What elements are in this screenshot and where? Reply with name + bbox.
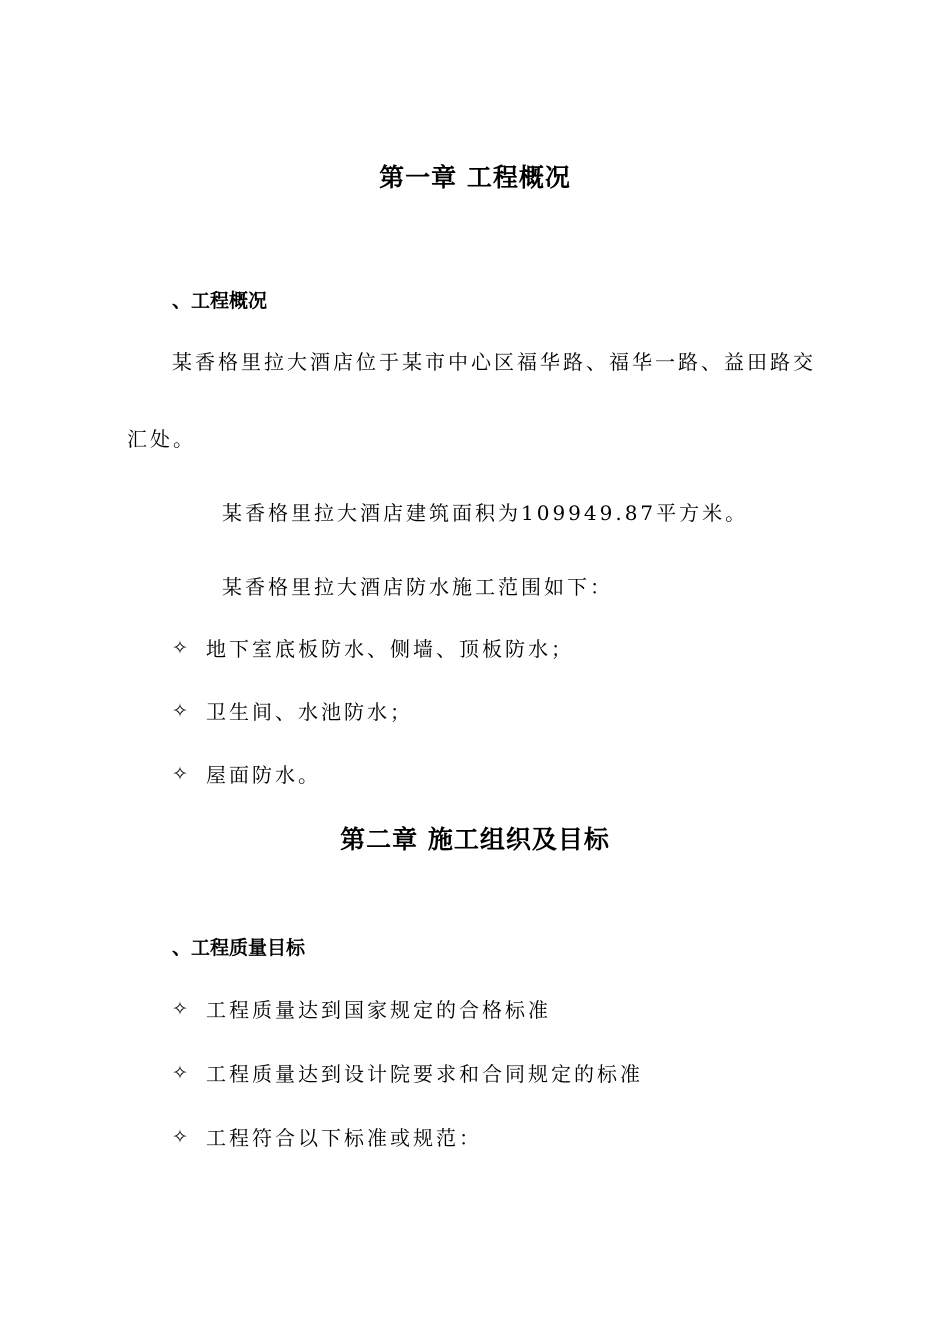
list-item bbox=[172, 994, 551, 1023]
list-item-text: 工程质量达到国家规定的合格标准 bbox=[206, 998, 551, 1022]
chapter-1-title: 第一章 工程概况 bbox=[379, 163, 571, 192]
section-heading-project-overview: 、工程概况 bbox=[172, 290, 268, 312]
paragraph-location-line-1: 某香格里拉大酒店位于某市中心区福华路、福华一路、益田路交 bbox=[172, 350, 816, 374]
list-item-text: 工程符合以下标准或规范： bbox=[206, 1126, 482, 1150]
four-pointed-star-icon: ✧ bbox=[172, 1061, 188, 1084]
list-item-text: 屋面防水。 bbox=[206, 763, 321, 787]
list-item-text: 工程质量达到设计院要求和合同规定的标准 bbox=[206, 1062, 643, 1086]
four-pointed-star-icon: ✧ bbox=[172, 997, 188, 1020]
list-item bbox=[172, 1058, 643, 1087]
chapter-2-title: 第二章 施工组织及目标 bbox=[340, 825, 610, 854]
list-item bbox=[172, 1122, 482, 1151]
list-item bbox=[172, 633, 574, 662]
four-pointed-star-icon: ✧ bbox=[172, 762, 188, 785]
list-item-text: 卫生间、水池防水； bbox=[206, 700, 413, 724]
list-item bbox=[172, 759, 321, 788]
four-pointed-star-icon: ✧ bbox=[172, 699, 188, 722]
four-pointed-star-icon: ✧ bbox=[172, 1125, 188, 1148]
paragraph-location-line-2: 汇处。 bbox=[127, 427, 196, 451]
four-pointed-star-icon: ✧ bbox=[172, 636, 188, 659]
list-item bbox=[172, 696, 413, 725]
list-item-text: 地下室底板防水、侧墙、顶板防水； bbox=[206, 637, 574, 661]
paragraph-waterproof-scope: 某香格里拉大酒店防水施工范围如下： bbox=[222, 575, 613, 599]
paragraph-building-area: 某香格里拉大酒店建筑面积为109949.87平方米。 bbox=[222, 501, 749, 525]
section-heading-quality-goal: 、工程质量目标 bbox=[172, 937, 306, 959]
